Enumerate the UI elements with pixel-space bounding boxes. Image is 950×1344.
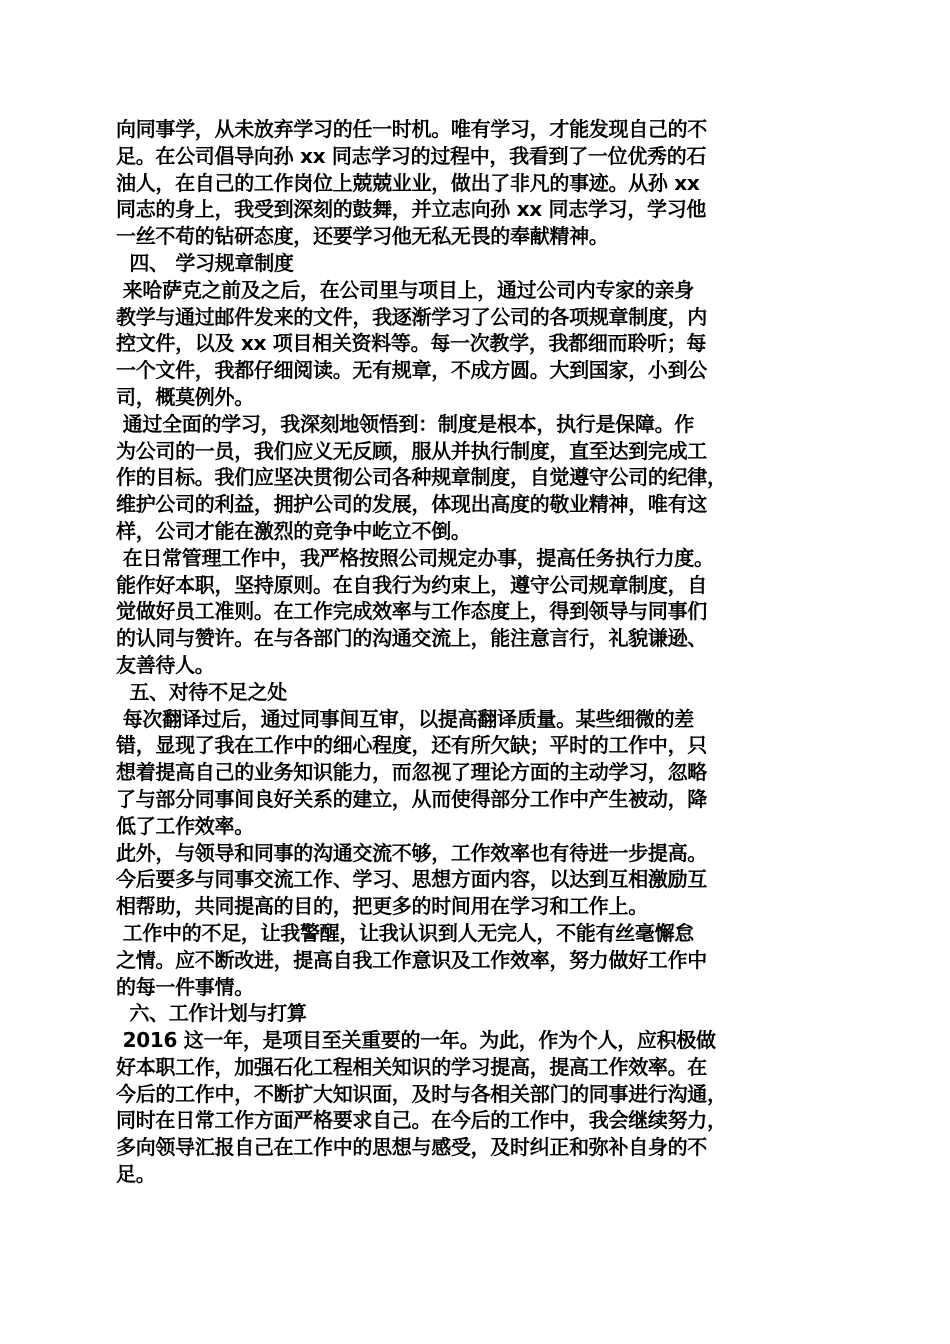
text-line: 教学与通过邮件发来的文件，我逐渐学习了公司的各项规章制度，内 [116,304,707,329]
text-line: 五、对待不足之处 [116,679,287,704]
text-line: 来哈萨克之前及之后，在公司里与项目上，通过公司内专家的亲身 [116,277,694,302]
text-line: 油人，在自己的工作岗位上兢兢业业，做出了非凡的事迹。从孙 xx [116,170,700,195]
text-line: 觉做好员工准则。在工作完成效率与工作态度上，得到领导与同事们 [116,599,707,624]
text-line: 六、工作计划与打算 [116,1001,307,1026]
text-line: 每次翻译过后，通过同事间互审，以提高翻译质量。某些细微的差 [116,706,694,731]
text-line: 的每一件事情。 [116,974,254,999]
text-line: 作的目标。我们应坚决贯彻公司各种规章制度，自觉遵守公司的纪律， [116,465,727,490]
text-line: 低了工作效率。 [116,813,254,838]
text-line: 能作好本职，坚持原则。在自我行为约束上，遵守公司规章制度，自 [116,572,707,597]
text-line: 司，概莫例外。 [116,384,254,409]
text-line: 为公司的一员，我们应义无反顾，服从并执行制度，直至达到完成工 [116,438,707,463]
text-line: 今后的工作中，不断扩大知识面，及时与各相关部门的同事进行沟通， [116,1081,727,1106]
text-line: 一个文件，我都仔细阅读。无有规章，不成方圆。大到国家，小到公 [116,358,707,383]
text-line: 此外，与领导和同事的沟通交流不够，工作效率也有待进一步提高。 [116,840,707,865]
text-line: 样，公司才能在激烈的竞争中屹立不倒。 [116,518,471,543]
text-line: 四、 学习规章制度 [116,250,294,275]
text-line: 向同事学，从未放弃学习的任一时机。唯有学习，才能发现自己的不 [116,117,707,141]
document-body [116,116,844,1188]
text-line: 维护公司的利益，拥护公司的发展，体现出高度的敬业精神，唯有这 [116,492,707,517]
text-line: 的认同与赞许。在与各部门的沟通交流上，能注意言行，礼貌谦逊、 [116,626,707,651]
text-line: 同时在日常工作方面严格要求自己。在今后的工作中，我会继续努力， [116,1108,727,1133]
text-line: 2016 这一年，是项目至关重要的一年。为此，作为个人，应积极做 [116,1028,716,1053]
text-line: 控文件，以及 xx 项目相关资料等。每一次教学，我都细而聆听；每 [116,331,707,356]
text-line: 同志的身上，我受到深刻的鼓舞，并立志向孙 xx 同志学习，学习他 [116,197,707,222]
text-line: 足。在公司倡导向孙 xx 同志学习的过程中，我看到了一位优秀的石 [116,143,707,168]
text-line: 工作中的不足，让我警醒，让我认识到人无完人，不能有丝毫懈怠 [116,920,694,945]
text-line: 今后要多与同事交流工作、学习、思想方面内容，以达到互相激励互 [116,867,707,892]
text-line: 足。 [116,1162,156,1187]
text-line: 一丝不苟的钻研态度，还要学习他无私无畏的奉献精神。 [116,224,609,249]
text-line: 相帮助，共同提高的目的，把更多的时间用在学习和工作上。 [116,894,648,919]
text-line: 通过全面的学习，我深刻地领悟到：制度是根本，执行是保障。作 [116,411,694,436]
text-line: 之情。应不断改进，提高自我工作意识及工作效率，努力做好工作中 [116,947,707,972]
text-line: 在日常管理工作中，我严格按照公司规定办事，提高任务执行力度。 [116,545,714,570]
text-line: 了与部分同事间良好关系的建立，从而使得部分工作中产生被动，降 [116,786,707,811]
text-line: 想着提高自己的业务知识能力，而忽视了理论方面的主动学习，忽略 [116,760,707,785]
text-line: 多向领导汇报自己在工作中的思想与感受，及时纠正和弥补自身的不 [116,1135,707,1160]
text-line: 好本职工作，加强石化工程相关知识的学习提高，提高工作效率。在 [116,1054,707,1079]
text-line: 错，显现了我在工作中的细心程度，还有所欠缺；平时的工作中，只 [116,733,707,758]
text-line: 友善待人。 [116,652,215,677]
